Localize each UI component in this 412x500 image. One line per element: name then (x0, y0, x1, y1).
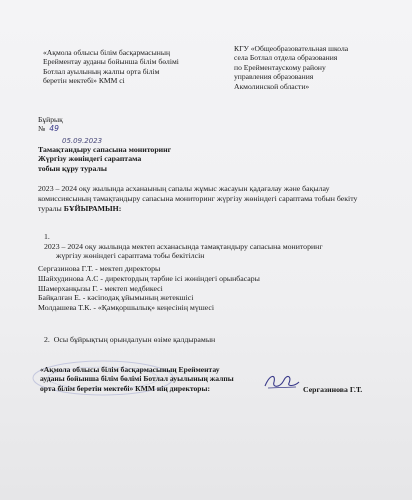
header-left-line: «Ақмола облысы білім басқармасының (43, 48, 171, 57)
item2-text: Осы бұйрықтың орындалуын өзіме қалдырамын (53, 335, 216, 344)
header-right-line: по Ерейментаускому району (234, 62, 326, 72)
subject-line: Тамақтандыру сапасына мониторинг (38, 145, 172, 154)
header-left-line: Ботлал ауылының жалпы орта білім (43, 66, 160, 76)
intro-emphasis: БҰЙЫРАМЫН: (63, 204, 122, 213)
header-right-line: КГУ «Общеобразовательная школа (234, 44, 349, 53)
signature-title-line: ауданы бойынша білім бөлімі Ботлал ауылының жалпы (40, 374, 234, 384)
committee-members-list (38, 264, 260, 313)
signature-title-line: «Ақмола облысы білім басқармасының Ерейментау (40, 365, 220, 374)
order-label: Бұйрық (38, 115, 63, 124)
order-number (38, 124, 59, 133)
member-item: Молдашева Т.К. - «Қамқоршылық» кеңесінің мүшесі (38, 303, 215, 313)
order-item-2 (44, 335, 215, 344)
member-item: Шайхудинова А.С - директордың тәрбие ісі жөніндегі орынбасары (38, 273, 260, 283)
intro-paragraph (38, 184, 378, 214)
item1-line1 (44, 232, 384, 251)
intro-text: 2023 – 2024 оқу жылында асханаының сапалы жұмыс жасауын қадағалау және бақылау комиссиясының тамақтандыру сапасына мониторинг жүргізу жөніндегі сараптама тобын бекіту туралы (38, 184, 358, 213)
item1-number: 1. (44, 232, 50, 241)
signature-title-line: орта білім беретін мектебі» КММ нің директоры: (40, 383, 210, 393)
handwritten-signature (262, 370, 302, 392)
item2-number: 2. (44, 335, 50, 344)
member-item: Сергазинова Г.Т. - мектеп директоры (38, 264, 161, 273)
header-left-line: Ерейментау ауданы бойынша білім бөлімі (43, 57, 179, 67)
header-right-russian (234, 44, 384, 91)
order-date-handwritten: 05.09.2023 (62, 137, 103, 145)
header-left-line: беретін мектебі» КММ сі (43, 76, 125, 86)
order-subject (38, 145, 171, 173)
order-number-prefix: № (38, 124, 46, 133)
header-right-line: Акмолинской области» (234, 81, 310, 91)
header-right-line: села Ботлал отдела образования (234, 53, 338, 63)
signature-block-title (40, 365, 234, 393)
header-right-line: управления образования (234, 72, 314, 82)
order-number-handwritten: 49 (49, 124, 59, 133)
member-item: Байқалған Е. - кәсіподақ ұйымының жетекшісі (38, 293, 194, 303)
subject-line: тобын құру туралы (38, 163, 107, 173)
header-left-kazakh (43, 48, 213, 86)
item1-text: 2023 – 2024 оқу жылында мектеп асханасында тамақтандыру сапасына мониторинг (44, 241, 323, 251)
item1-line2: жүргізу жөніндегі сараптама тобы бекітілсін (56, 251, 205, 261)
member-item: Шамерханқызы Г. - мектеп медбикесі (38, 283, 163, 293)
signer-name: Сергазинова Г.Т. (303, 385, 363, 394)
subject-line: Жүргізу жөніндегі сараптама (38, 154, 142, 164)
order-item-1 (44, 232, 384, 261)
